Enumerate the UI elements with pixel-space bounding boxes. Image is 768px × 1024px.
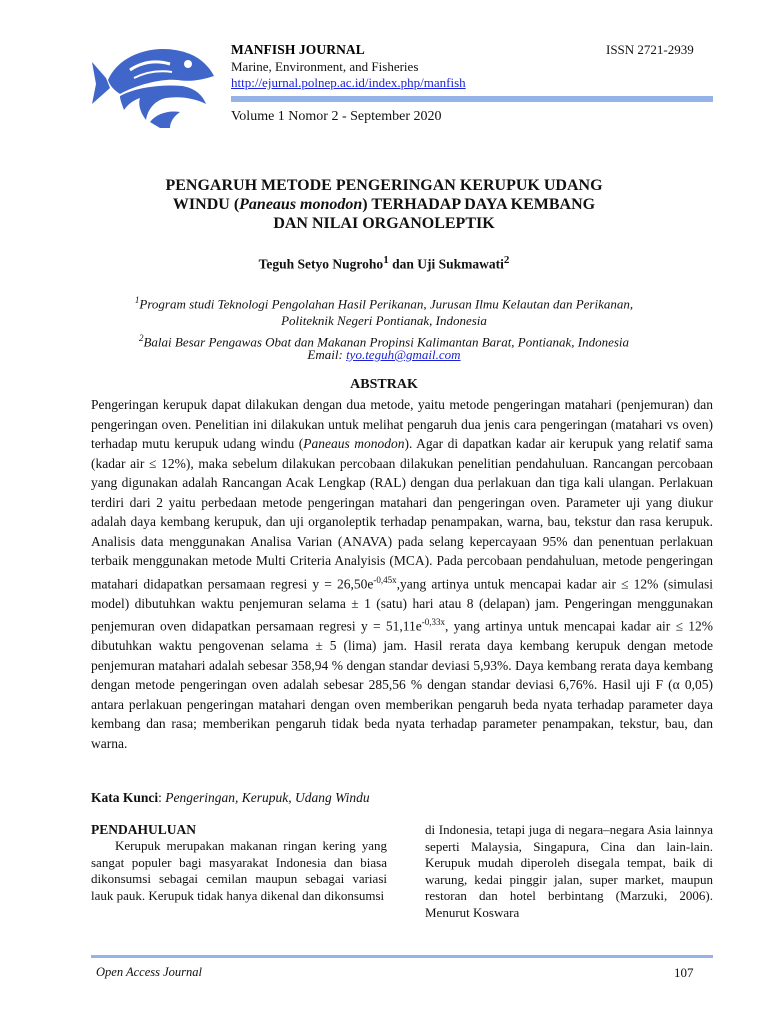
author-1: Teguh Setyo Nugroho	[258, 256, 384, 272]
footer-label: Open Access Journal	[96, 965, 202, 979]
affiliation-1: $^1$Program studi Teknologi Pengolahan Hasil Perikanan, Jurusan Ilmu Kelautan dan Perikanan, Politeknik Negeri Pontianak, Indonesia	[134, 295, 634, 329]
abstract-heading: ABSTRAK	[350, 377, 418, 392]
footer-divider	[91, 955, 713, 958]
email-line: Email: tyo.teguh@gmail.com	[307, 347, 461, 362]
title-species: Paneaus monodon	[239, 196, 363, 213]
title-line-3: DAN NILAI ORGANOLEPTIK	[273, 215, 495, 232]
abstract-body: Pengeringan kerupuk dapat dilakukan dengan dua metode, yaitu metode pengeringan matahari (penjemuran) dan pengeringan oven. Penelitian ini dilakukan untuk melihat pengaruh dua jenis cara pengeringan (matahari vs oven) terhadap mutu kerupuk udang windu (Paneaus monodon). Agar di dapatkan kadar air kerupuk yang relatif sama (kadar air ≤ 12%), maka sebelum dilakukan percobaan dilakukan penelitian pendahuluan. Rancangan percobaan yang digunakan adalah Rancangan Acak Lengkap (RAL) dengan dua perlakuan dan tiga kali ulangan. Perlakuan terdiri dari 2 yaitu perbedaan metode pengeringan matahari dan pengeringan oven. Parameter uji yang diukur adalah daya kembang kerupuk, dan uji organoleptik terhadap penampakan, warna, bau, tekstur dan rasa kerupuk. Analisis data menggunakan Analisa Varian (ANAVA) pada selang kepercayaan 95% dan penentuan perlakuan terbaik menggunakan metode Multi Criteria Analyisis (MCA). Pada percobaan pendahuluan, metode pengeringan matahari didapatkan persamaan regresi $y = 26,50e^{-0,45x},yang$ artinya untuk mencapai kadar air ≤ 12% (simulasi model) dibutuhkan waktu penjemuran selama ± 1 (satu) hari atau 8 (delapan) jam. Pengeringan menggunakan penjemuran oven didapatkan persamaan regresi $y = 51,11e^{-0,33x}$, yang artinya untuk mencapai kadar air ≤ 12% dibutuhkan waktu pengovenan selama ± 5 (lima) jam. Hasil rerata daya kembang kerupuk dengan metode penjemuran matahari adalah sebesar 358,94 % dengan standar deviasi 5,93%. Daya kembang rerata daya kembang dengan metode pengeringan oven adalah sebesar 285,56 % dengan standar deviasi 6,76%. Hasil uji F (α 0,05) antara perlakuan pengeringan matahari dengan oven memberikan pengaruh beda nyata terhadap parameter daya kembang dan rasa; memberikan pengaruh tidak beda nyata terhadap parameter penampakan, tekstur, bau, dan warna.	[91, 397, 713, 751]
journal-name: MANFISH JOURNAL	[231, 42, 365, 57]
intro-heading: PENDAHULUAN	[91, 822, 197, 837]
intro-left-column: Kerupuk merupakan makanan ringan kering yang sangat populer bagi masyarakat Indonesia dan biasa dikonsumsi sebagai cemilan maupun sebagai variasi lauk pauk. Kerupuk tidak hanya dikenal dan dikonsumsi	[91, 838, 387, 903]
intro-right-column: di Indonesia, tetapi juga di negara–negara Asia lainnya seperti Malaysia, Singapura, Cina dan lain-lain. Kerupuk mudah diperoleh disegala tempat, baik di warung, kedai pinggir jalan, super market, maupun restoran dan hotel berbintang (Marzuki, 2006). Menurut Koswara	[425, 822, 713, 920]
page-number: 107	[674, 965, 694, 980]
header-divider	[231, 96, 713, 102]
title-line-2: WINDU (Paneaus monodon) TERHADAP DAYA KEMBANG	[172, 196, 596, 213]
keywords-label: Kata Kunci	[91, 790, 159, 805]
author-list: Teguh Setyo Nugroho$^1$ dan Uji Sukmawati$^2$	[258, 254, 510, 272]
issn-label: ISSN 2721-2939	[606, 42, 694, 57]
journal-subtitle: Marine, Environment, and Fisheries	[231, 59, 419, 74]
affiliation-2: $^2$Balai Besar Pengawas Obat dan Makanan Propinsi Kalimantan Barat, Pontianak, Indonesia	[138, 333, 630, 350]
email-link[interactable]: tyo.teguh@gmail.com	[346, 347, 461, 362]
volume-info: Volume 1 Nomor 2 - September 2020	[231, 109, 442, 124]
keywords: Kata Kunci: Pengeringan, Kerupuk, Udang Windu	[91, 790, 370, 805]
keywords-value: Pengeringan, Kerupuk, Udang Windu	[165, 790, 370, 805]
title-line-1: PENGARUH METODE PENGERINGAN KERUPUK UDANG	[165, 177, 603, 194]
journal-url-link[interactable]: http://ejurnal.polnep.ac.id/index.php/manfish	[231, 75, 466, 90]
fish-logo-icon	[90, 34, 218, 128]
article-title	[120, 176, 648, 233]
author-2: dan Uji Sukmawati	[388, 256, 504, 272]
